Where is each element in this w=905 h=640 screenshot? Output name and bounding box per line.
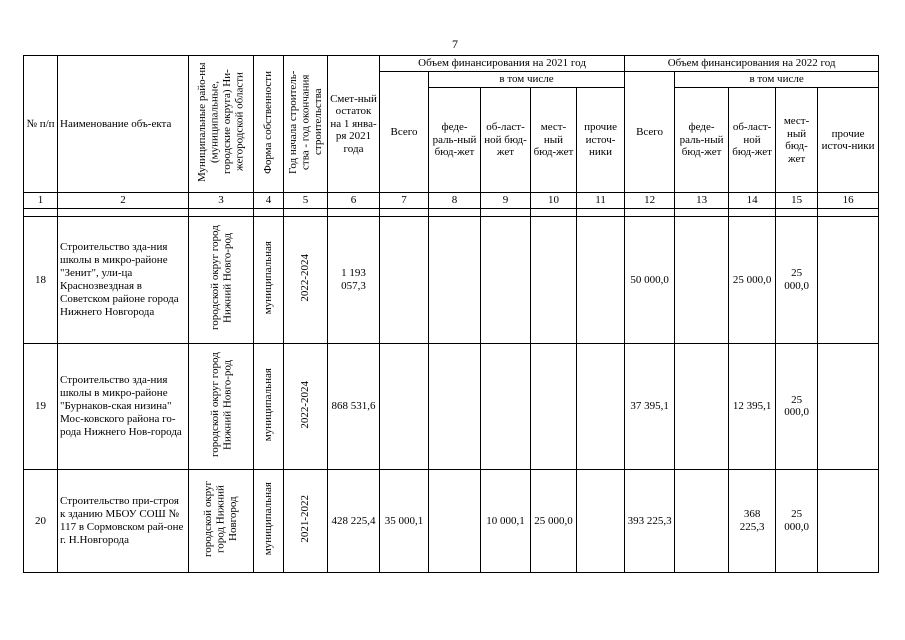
col-number: 5 (284, 193, 328, 209)
district-text: городской округ город Нижний Новго-род (208, 225, 233, 331)
header-estimate: Смет-ный остаток на 1 янва-ря 2021 года (328, 56, 380, 193)
ownership-cell (254, 470, 284, 573)
header-fin-2021: Объем финансирования на 2021 год (380, 56, 625, 72)
header-years (284, 56, 328, 193)
header-years-text: Год начала строитель-ства - год окончания строительства (286, 70, 324, 174)
local-2022: 25 000,0 (776, 217, 818, 344)
col-number: 1 (24, 193, 58, 209)
ownership-text: муниципальная (262, 241, 275, 315)
total-2021 (380, 217, 429, 344)
district-text: городской округ город Нижний Новгород (202, 480, 240, 558)
table-row (24, 343, 879, 470)
federal-2022 (675, 343, 729, 470)
col-number: 14 (729, 193, 776, 209)
years-cell (284, 470, 328, 573)
other-2022 (818, 470, 879, 573)
row-number: 20 (24, 470, 58, 573)
object-name: Строительство при-строя к зданию МБОУ СОШ № 117 в Сормовском рай-оне г. Н.Новгорода (58, 470, 189, 573)
col-number: 12 (625, 193, 675, 209)
regional-2021 (481, 217, 531, 344)
header-regional-2022: об-ласт-ной бюд-жет (729, 88, 776, 193)
header-local-2022: мест-ный бюд-жет (776, 88, 818, 193)
estimate-cell: 1 193 057,3 (328, 217, 380, 344)
header-name: Наименование объ-екта (58, 56, 189, 193)
table-row (24, 470, 879, 573)
col-number: 8 (429, 193, 481, 209)
header-other-2022: прочие источ-ники (818, 88, 879, 193)
regional-2022: 368 225,3 (729, 470, 776, 573)
financing-table (23, 55, 879, 573)
total-2021 (380, 343, 429, 470)
federal-2022 (675, 217, 729, 344)
object-name: Строительство зда-ния школы в микро-районе "Бурнаков-ская низина" Мос-ковского района го-рода Нижнего Нов-города (58, 343, 189, 470)
col-number: 16 (818, 193, 879, 209)
local-2022: 25 000,0 (776, 343, 818, 470)
total-2021: 35 000,1 (380, 470, 429, 573)
col-number: 10 (531, 193, 577, 209)
regional-2021 (481, 343, 531, 470)
col-number: 9 (481, 193, 531, 209)
district-cell (189, 343, 254, 470)
column-number-row (24, 193, 879, 209)
regional-2022: 25 000,0 (729, 217, 776, 344)
col-number: 6 (328, 193, 380, 209)
federal-2022 (675, 470, 729, 573)
total-2022: 393 225,3 (625, 470, 675, 573)
col-number: 15 (776, 193, 818, 209)
federal-2021 (429, 343, 481, 470)
local-2021: 25 000,0 (531, 470, 577, 573)
estimate-cell: 428 225,4 (328, 470, 380, 573)
district-cell (189, 217, 254, 344)
years-cell (284, 217, 328, 344)
federal-2021 (429, 217, 481, 344)
col-number: 11 (577, 193, 625, 209)
header-district (189, 56, 254, 193)
spacer-row (24, 209, 879, 217)
ownership-text: муниципальная (262, 482, 275, 556)
estimate-cell: 868 531,6 (328, 343, 380, 470)
col-number: 3 (189, 193, 254, 209)
local-2022: 25 000,0 (776, 470, 818, 573)
federal-2021 (429, 470, 481, 573)
header-including-2021: в том числе (429, 72, 625, 88)
header-regional-2021: об-ласт-ной бюд-жет (481, 88, 531, 193)
header-federal-2021: феде-раль-ный бюд-жет (429, 88, 481, 193)
years-text: 2021-2022 (299, 495, 312, 543)
header-including-2022: в том числе (675, 72, 879, 88)
header-fin-2022: Объем финансирования на 2022 год (625, 56, 879, 72)
local-2021 (531, 343, 577, 470)
ownership-cell (254, 217, 284, 344)
header-local-2021: мест-ный бюд-жет (531, 88, 577, 193)
header-ownership (254, 56, 284, 193)
years-text: 2022-2024 (299, 254, 312, 302)
header-ownership-text: Форма собственности (262, 70, 275, 174)
header-other-2021: прочие источ-ники (577, 88, 625, 193)
other-2021 (577, 217, 625, 344)
local-2021 (531, 217, 577, 344)
header-federal-2022: феде-раль-ный бюд-жет (675, 88, 729, 193)
years-text: 2022-2024 (299, 380, 312, 429)
years-cell (284, 343, 328, 470)
header-row-1 (24, 56, 879, 72)
district-cell (189, 470, 254, 573)
row-number: 19 (24, 343, 58, 470)
ownership-text: муниципальная (262, 367, 275, 442)
header-num: № п/п (24, 56, 58, 193)
col-number: 7 (380, 193, 429, 209)
header-total-2021: Всего (380, 72, 429, 193)
other-2022 (818, 217, 879, 344)
header-district-text: Муниципальные райо-ны (муниципальные, городские округа) Ни-жегородской области (196, 62, 246, 183)
col-number: 13 (675, 193, 729, 209)
col-number: 4 (254, 193, 284, 209)
other-2021 (577, 470, 625, 573)
col-number: 2 (58, 193, 189, 209)
total-2022: 50 000,0 (625, 217, 675, 344)
table-row (24, 217, 879, 344)
regional-2021: 10 000,1 (481, 470, 531, 573)
page-number: 7 (452, 37, 458, 51)
object-name: Строительство зда-ния школы в микро-районе "Зенит", ули-ца Краснозвездная в Советском районе города Нижнего Новгорода (58, 217, 189, 344)
other-2022 (818, 343, 879, 470)
district-text: городской округ город Нижний Новго-род (208, 352, 233, 457)
total-2022: 37 395,1 (625, 343, 675, 470)
header-total-2022: Всего (625, 72, 675, 193)
regional-2022: 12 395,1 (729, 343, 776, 470)
row-number: 18 (24, 217, 58, 344)
other-2021 (577, 343, 625, 470)
ownership-cell (254, 343, 284, 470)
